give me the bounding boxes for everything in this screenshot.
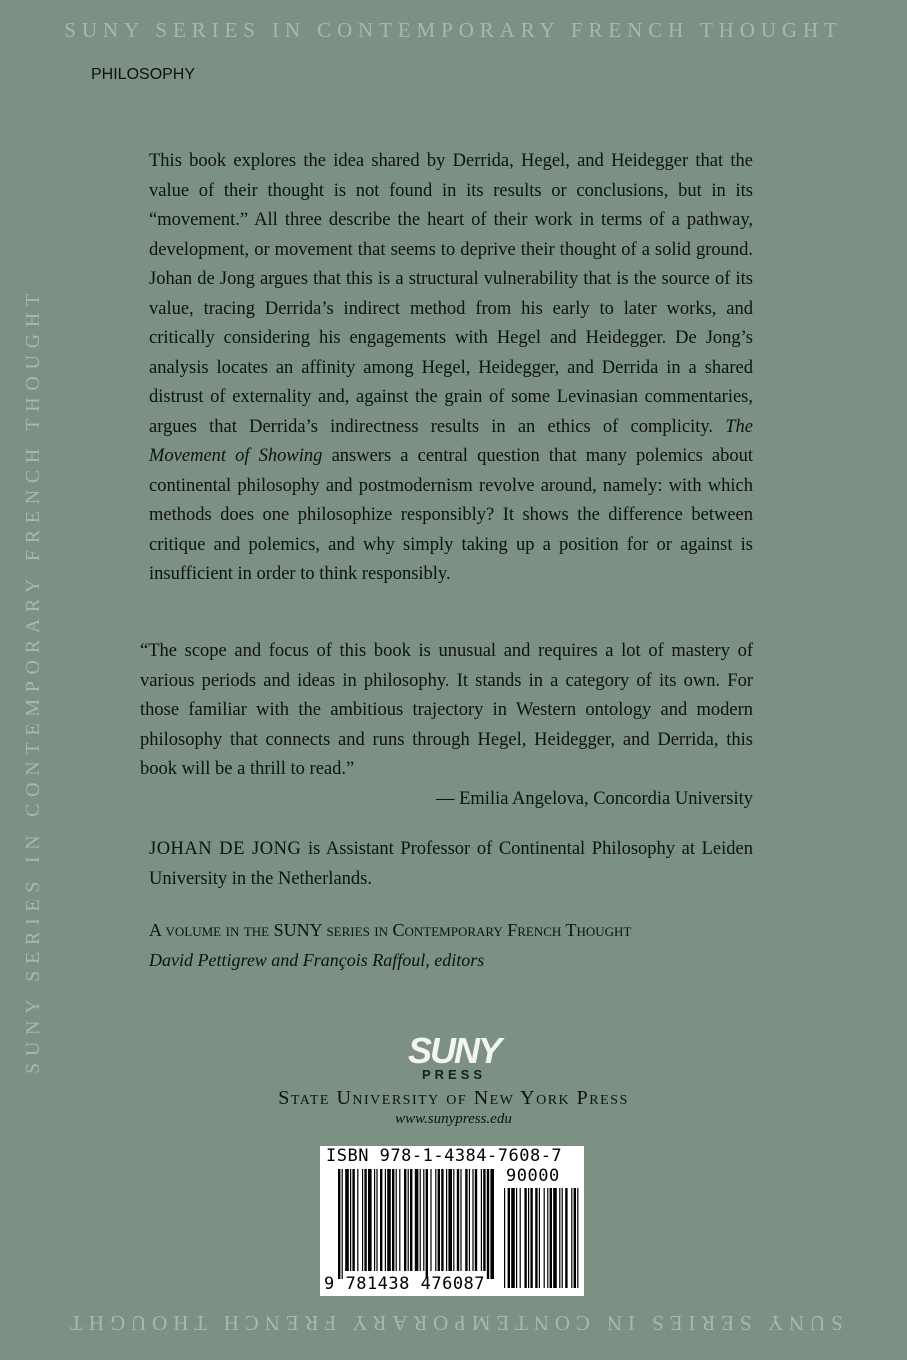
barcode-bar (399, 1169, 400, 1271)
barcode-bar (404, 1169, 406, 1271)
addon-bar (535, 1188, 537, 1288)
category-label: PHILOSOPHY (91, 66, 196, 83)
barcode-bar (420, 1169, 421, 1271)
barcode-bar (368, 1169, 372, 1271)
addon-bar (571, 1188, 572, 1288)
barcode-bar (408, 1169, 409, 1271)
author-bio-text: is Assistant Professor of Continental Philosophy at Leiden University in the Netherlands. (149, 839, 753, 889)
series-note (149, 916, 769, 975)
series-border-top: SUNY SERIES IN CONTEMPORARY FRENCH THOUGHT (64, 18, 843, 42)
barcode-bar (460, 1169, 461, 1271)
barcode-bar (490, 1169, 494, 1279)
barcode-bar (426, 1169, 428, 1279)
addon-bar (544, 1188, 545, 1288)
series-border-bottom: SUNY SERIES IN CONTEMPORARY FRENCH THOUGHT (64, 1311, 843, 1335)
series-editors: David Pettigrew and François Raffoul, editors (149, 949, 485, 970)
suny-logo-word: SUNY (407, 1030, 501, 1071)
barcode-bar (345, 1169, 349, 1271)
barcode-bar (338, 1169, 340, 1279)
addon-bar (528, 1188, 529, 1288)
addon-bar (547, 1188, 548, 1288)
addon-bar (565, 1188, 567, 1288)
endorsement-quote: “The scope and focus of this book is unusual and requires a lot of mastery of various periods and ideas in philosophy. It stands in a category of its own. For those familiar with the ambitious trajectory in Western ontology and modern philosophy that connects and runs through Hegel, Heidegger, and Derrida, this book will be a thrill to read.” (140, 641, 753, 779)
barcode-bar (472, 1169, 473, 1271)
barcode-bar (392, 1169, 394, 1271)
addon-code: 90000 (506, 1166, 560, 1186)
publisher-name: State University of New York Press (278, 1087, 629, 1109)
barcode-bar (465, 1169, 467, 1271)
addon-bar (520, 1188, 521, 1288)
series-acronym: SUNY (273, 920, 322, 940)
barcode-bar (362, 1169, 363, 1271)
suny-logo-press: PRESS (421, 1067, 487, 1082)
barcode-bar (446, 1169, 447, 1271)
blurb-text-before: This book explores the idea shared by Derrida, Hegel, and Heidegger that the value of their thought is not found in its results or conclusions, but in its “movement.” All three describe the heart of their work in terms of a pathway, development, or movement that seems to deprive their thought of a solid ground. Johan de Jong argues that this is a structural vulnerability that is the source of its value, tracing Derrida’s indirect method from his early to later works, and critically considering his engagements with Hegel and Heidegger. De Jong’s analysis locates an affinity among Hegel, Heidegger, and Derrida in a shared distrust of externality and, against the grain of some Levinasian commentaries, argues that Derrida’s indirectness results in an ethics of complicity. (149, 151, 753, 437)
barcode-bar (410, 1169, 412, 1271)
barcode-bar (457, 1169, 459, 1271)
addon-bar (574, 1188, 576, 1288)
book-title: The Movement of Showing (149, 416, 753, 466)
barcode-bar (350, 1169, 351, 1271)
barcode-bar (448, 1169, 452, 1271)
barcode-bar (475, 1169, 477, 1271)
barcode-bar (415, 1169, 419, 1271)
barcode-bar (483, 1169, 485, 1271)
addon-bar (516, 1188, 517, 1288)
barcode-bar (430, 1169, 431, 1271)
barcode-bar (380, 1169, 382, 1271)
suny-press-logo (392, 1030, 516, 1082)
barcode-bar (342, 1169, 343, 1279)
barcode-bar (376, 1169, 377, 1271)
barcode-bar (481, 1169, 482, 1271)
barcode-bar (487, 1169, 489, 1279)
barcode-bar (396, 1169, 397, 1271)
barcode-bar (441, 1169, 443, 1271)
addon-bar (524, 1188, 526, 1288)
barcode-bar (357, 1169, 358, 1271)
author-name: JOHAN DE JONG (149, 839, 302, 859)
ean-digits: 9 781438 476087 (324, 1274, 486, 1294)
barcode-bar (374, 1169, 375, 1271)
barcode-bar (385, 1169, 386, 1271)
isbn-label: ISBN 978-1-4384-7608-7 (326, 1146, 563, 1166)
series-suffix: series in Contemporary French Thought (326, 920, 632, 940)
publisher-url: www.sunypress.edu (395, 1111, 512, 1127)
addon-bar (577, 1188, 578, 1288)
addon-bar (539, 1188, 540, 1288)
series-border-left: SUNY SERIES IN CONTEMPORARY FRENCH THOUGHT (21, 286, 44, 1074)
barcode-bar (435, 1169, 436, 1271)
endorsement-attribution: — Emilia Angelova, Concordia University (435, 789, 753, 809)
addon-bar (550, 1188, 552, 1288)
addon-bar (530, 1188, 532, 1288)
barcode-bar (453, 1169, 454, 1271)
addon-bar (508, 1188, 510, 1288)
barcode-bar (423, 1169, 424, 1271)
series-prefix: A volume in the (149, 920, 270, 940)
isbn-barcode (320, 1146, 584, 1296)
barcode-bar (469, 1169, 470, 1271)
barcode-bar (387, 1169, 391, 1271)
blurb-text-after: answers a central question that many polemics about continental philosophy and postmodernism revolve around, namely: with which methods does one philosophize responsibly? It shows the difference between critique and polemics, and why simply taking up a position for or against is insufficient in order to think responsibly. (149, 446, 754, 584)
addon-bar (511, 1188, 515, 1288)
addon-bar (559, 1188, 560, 1288)
barcode-bar (438, 1169, 440, 1271)
barcode-bar (364, 1169, 366, 1271)
addon-bar (504, 1188, 505, 1288)
book-description (149, 147, 753, 590)
barcode-bar (352, 1169, 354, 1271)
author-bio (149, 835, 753, 894)
addon-bar (553, 1188, 557, 1288)
addon-bar (562, 1188, 563, 1288)
